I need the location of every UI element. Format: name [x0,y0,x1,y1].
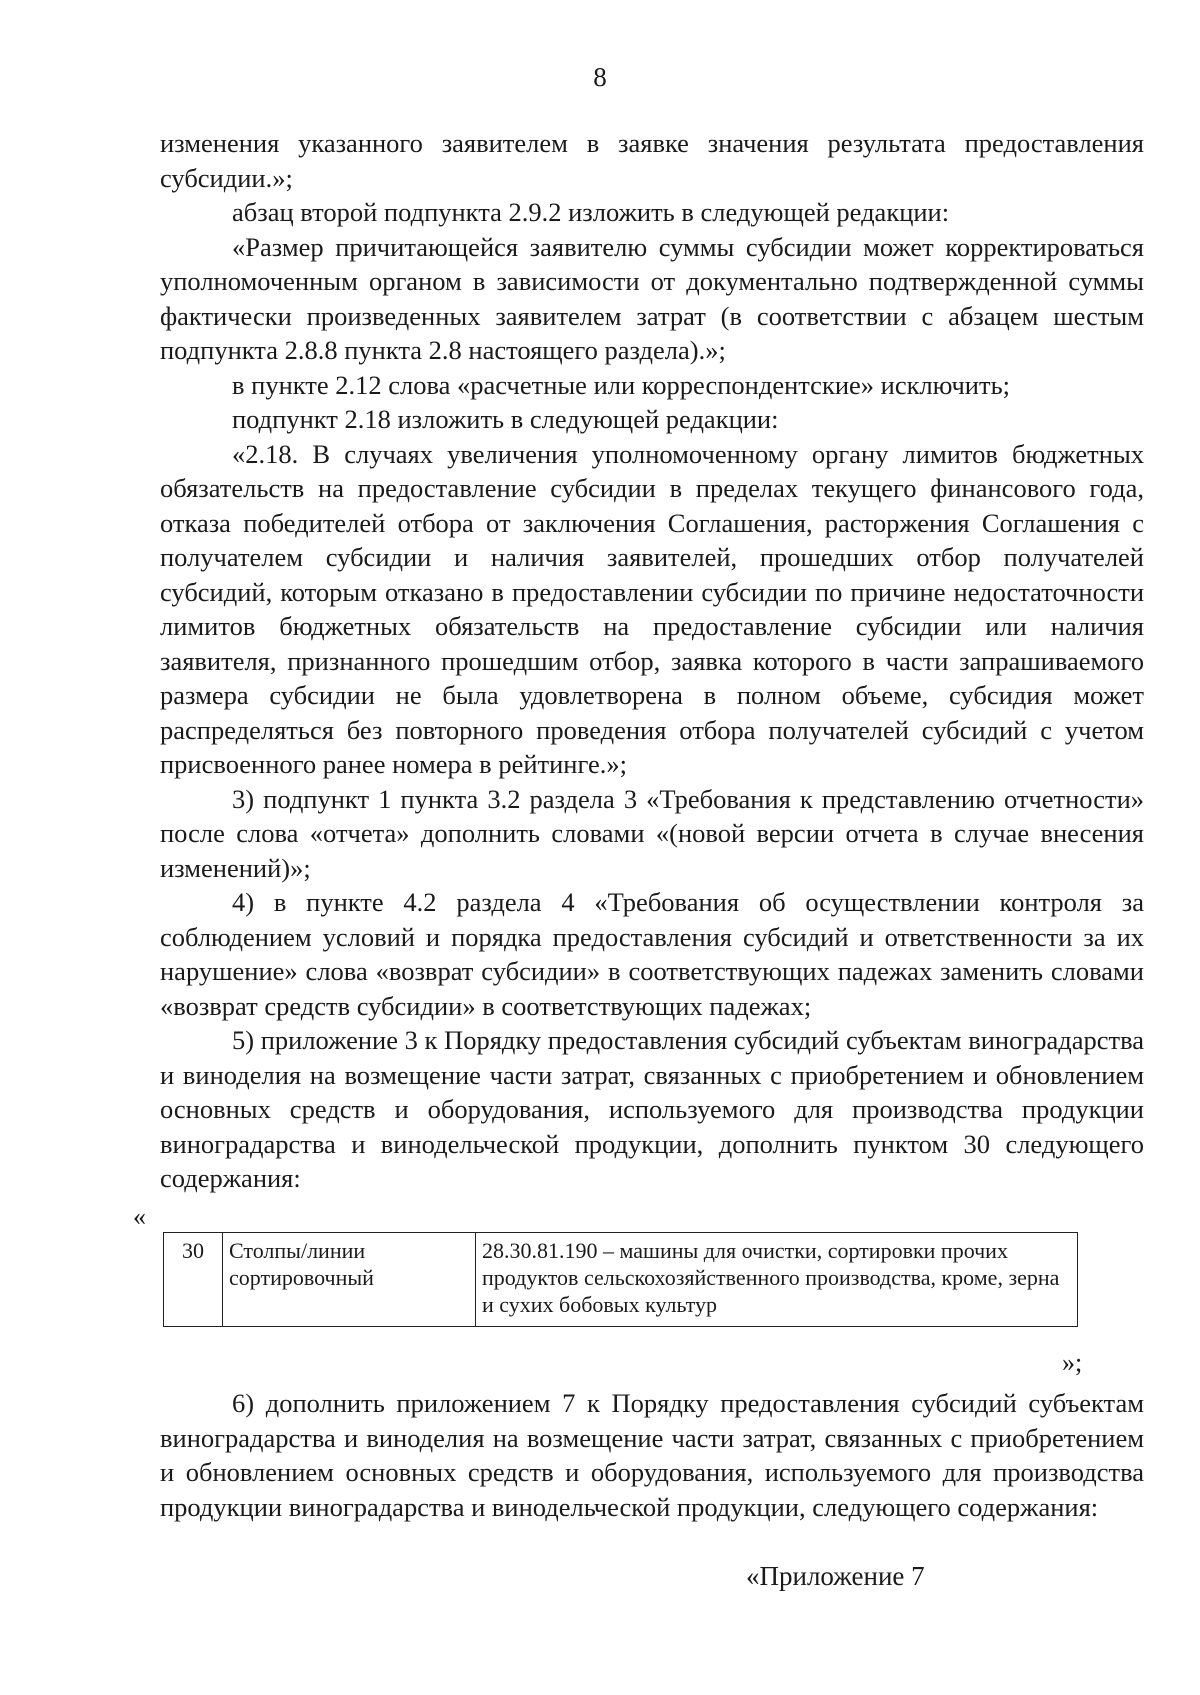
row-number-cell: 30 [164,1233,223,1327]
equipment-name-cell: Столпы/линии сортировочный [223,1233,476,1327]
table-open-quote: « [133,1202,146,1231]
paragraph: «Размер причитающейся заявителю суммы субсидии может корректироваться уполномоченным органом в зависимости от документально подтвержденной суммы фактически произведенных заявителем затрат (в соответствии с абзацем шестым подпункта 2.8.8 пункта 2.8 настоящего раздела).»; [160,231,1144,365]
body-text-bottom [160,1386,1144,1524]
paragraph: в пункте 2.12 слова «расчетные или корреспондентские» исключить; [232,369,1011,400]
paragraph: 5) приложение 3 к Порядку предоставления субсидий субъектам виноградарства и виноделия на возмещение части затрат, связанных с приобретением и обновлением основных средств и оборудования, используемого для производства продукции виноградарства и винодельческой продукции, дополнить пунктом 30 следующего содержания: [160,1025,1144,1193]
paragraph: изменения указанного заявителем в заявке значения результата предоставления субсидии.»; [160,128,1144,193]
paragraph: «2.18. В случаях увеличения уполномоченному органу лимитов бюджетных обязательств на предоставление субсидии в пределах текущего финансового года, отказа победителей отбора от заключения Соглашения, расторжения Соглашения с получателем субсидии и наличия заявителей, прошедших отбор получателей субсидий, которым отказано в предоставлении субсидии по причине недостаточности лимитов бюджетных обязательств на предоставление субсидии или наличия заявителя, признанного прошедшим отбор, заявка которого в части запрашиваемого размера субсидии не была удовлетворена в полном объеме, субсидия может распределяться без повторного проведения отбора получателей субсидий с учетом присвоенного ранее номера в рейтинге.»; [160,438,1144,779]
table-row [164,1233,1078,1327]
paragraph: 4) в пункте 4.2 раздела 4 «Требования об осуществлении контроля за соблюдением условий и порядка предоставления субсидий и ответственности за их нарушение» слова «возврат субсидии» в соответствующих падежах заменить словами «возврат средств субсидии» в соответствующих падежах; [160,887,1144,1021]
amendment-table [163,1232,1078,1327]
body-text-top [160,126,1144,1196]
paragraph: 6) дополнить приложением 7 к Порядку предоставления субсидий субъектам виноградарства и виноделия на возмещение части затрат, связанных с приобретением и обновлением основных средств и оборудования, используемого для производства продукции виноградарства и винодельческой продукции, следующего содержания: [160,1388,1144,1522]
appendix-label: «Приложение 7 [746,1561,925,1591]
paragraph: 3) подпункт 1 пункта 3.2 раздела 3 «Требования к представлению отчетности» после слова «отчета» дополнить словами «(новой версии отчета в случае внесения изменений)»; [160,783,1144,883]
table-close-quote: »; [1062,1348,1083,1377]
okpd-code-cell: 28.30.81.190 – машины для очистки, сортировки прочих продуктов сельскохозяйственного производства, кроме, зерна и сухих бобовых культур [476,1233,1078,1327]
paragraph: абзац второй подпункта 2.9.2 изложить в следующей редакции: [232,197,950,227]
paragraph: подпункт 2.18 изложить в следующей редакции: [232,404,779,434]
page-number: 8 [593,62,607,92]
